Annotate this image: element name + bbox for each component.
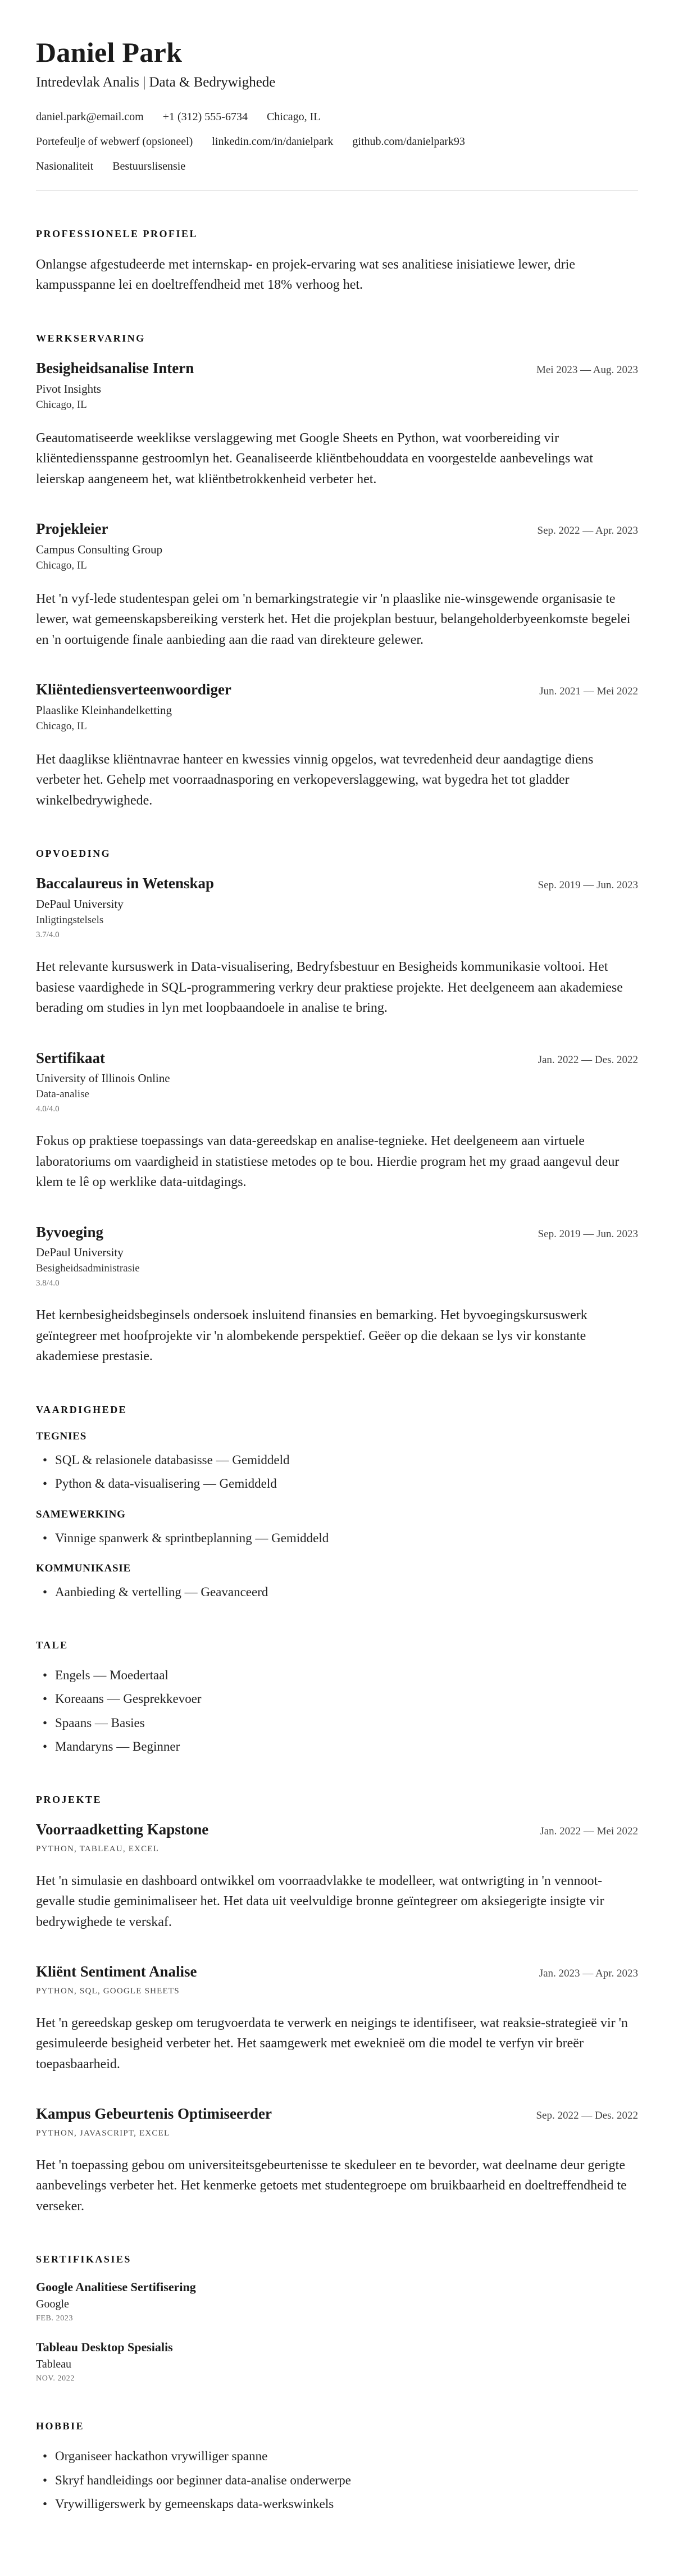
education-heading: OPVOEDING bbox=[36, 848, 111, 860]
education-description: Fokus op praktiese toepassings van data-gereedskap en analise-tegnieke. Het deelgeneem aan virtuele laboratoriums om vaardigheid in statistiese metodes op te bou. Hierdie program het my graad aangevul deur klem te lê op werklike data-uitdagings. bbox=[36, 1134, 620, 1190]
education-item-header bbox=[36, 1049, 638, 1068]
language-list bbox=[36, 1666, 638, 1757]
nationality-text: Nasionaliteit bbox=[36, 160, 94, 172]
project-item-header bbox=[36, 1962, 638, 1982]
education-degree: Baccalaureus in Wetenskap bbox=[36, 875, 215, 892]
location-text: Chicago, IL bbox=[266, 111, 321, 123]
education-field: Inligtingstelsels bbox=[36, 914, 104, 926]
experience-dates: Jun. 2021 — Mei 2022 bbox=[539, 685, 638, 698]
education-field: Data-analise bbox=[36, 1088, 89, 1101]
experience-item bbox=[36, 520, 638, 650]
skill-item: • SQL & relasionele databasisse — Gemiddeld bbox=[36, 1451, 638, 1470]
language-item: • Koreaans — Gesprekkevoer bbox=[36, 1689, 638, 1709]
experience-title: Projekleier bbox=[36, 520, 108, 538]
education-description: Het relevante kursuswerk in Data-visualisering, Bedryfsbestuur en Besigheids kommunikasie voltooi. Het basiese vaardighede in SQL-programmering verkry deur praktiese projekte. Het deelgeneem aan akademiese berading om studies in lyn met loopbaandoele in analise te bring. bbox=[36, 960, 623, 1016]
experience-heading: WERKSERVARING bbox=[36, 332, 145, 344]
section-certifications bbox=[36, 2254, 638, 2383]
projects-heading: PROJEKTE bbox=[36, 1793, 102, 1805]
project-dates: Jan. 2022 — Mei 2022 bbox=[540, 1825, 638, 1837]
education-item-header bbox=[36, 874, 638, 893]
languages-heading: TALE bbox=[36, 1639, 69, 1651]
skill-list bbox=[36, 1583, 638, 1602]
experience-item bbox=[36, 359, 638, 489]
education-item bbox=[36, 1223, 638, 1367]
education-item bbox=[36, 874, 638, 1018]
education-description: Het kernbesigheidsbeginsels ondersoek insluitend finansies en bemarking. Het byvoegingskursuswerk geïntegreer met hoofprojekte vir 'n alombekende perspektief. Geëer op die dekaan se lys vir konstante akademiese prestasie. bbox=[36, 1308, 588, 1364]
email-text: daniel.park@email.com bbox=[36, 111, 144, 123]
language-item: • Mandaryns — Beginner bbox=[36, 1737, 638, 1757]
experience-description: Geautomatiseerde weeklikse verslaggewing met Google Sheets en Python, wat voorbereiding vir kliëntediensspanne gestroomlyn het. Geanaliseerde kliëntbehouddata en voorgestelde aanbevelings wat leierskap aangeneem het, wat kliëntbetrokkenheid verbeter het. bbox=[36, 430, 593, 487]
education-degree: Sertifikaat bbox=[36, 1049, 105, 1066]
skill-list bbox=[36, 1451, 638, 1494]
certification-issuer: Tableau bbox=[36, 2358, 72, 2371]
experience-company: Campus Consulting Group bbox=[36, 542, 163, 556]
section-languages bbox=[36, 1639, 638, 1757]
project-title: Voorraadketting Kapstone bbox=[36, 1820, 209, 1838]
education-gpa: 3.7/4.0 bbox=[36, 930, 60, 940]
experience-dates: Sep. 2022 — Apr. 2023 bbox=[537, 525, 638, 537]
skill-group-technical bbox=[36, 1430, 638, 1494]
skill-item: • Python & data-visualisering — Gemiddeld bbox=[36, 1474, 638, 1494]
contact-row-1 bbox=[36, 110, 638, 124]
education-dates: Sep. 2019 — Jun. 2023 bbox=[538, 879, 638, 892]
skill-group-name: KOMMUNIKASIE bbox=[36, 1562, 131, 1575]
education-school: University of Illinois Online bbox=[36, 1071, 170, 1085]
hobby-item: • Organiseer hackathon vrywilliger spanne bbox=[36, 2447, 638, 2466]
certification-date: FEB. 2023 bbox=[36, 2314, 74, 2323]
project-title: Kliënt Sentiment Analise bbox=[36, 1963, 197, 1980]
project-stack: PYTHON, SQL, GOOGLE SHEETS bbox=[36, 1986, 180, 1996]
certification-issuer: Google bbox=[36, 2298, 69, 2311]
experience-title: Besigheidsanalise Intern bbox=[36, 359, 194, 376]
certifications-heading: SERTIFIKASIES bbox=[36, 2254, 131, 2265]
project-item bbox=[36, 1962, 638, 2074]
section-projects bbox=[36, 1794, 638, 2216]
person-job-title: Intredevlak Analis | Data & Bedrywighede bbox=[36, 75, 276, 90]
section-profile bbox=[36, 228, 638, 296]
experience-description: Het 'n vyf-lede studentespan gelei om 'n bemarkingstrategie vir 'n plaaslike nie-winsgewende organisasie te lewer, wat gemeenskapsbereiking versterk het. Het die projekplan bestuur, belangeholderbyeenkomste begelei en 'n oortuigende finale aanbieding aan die raad van direkteure gelewer. bbox=[36, 591, 631, 647]
experience-dates: Mei 2023 — Aug. 2023 bbox=[536, 364, 638, 376]
language-item: • Engels — Moedertaal bbox=[36, 1666, 638, 1685]
portfolio-text: Portefeulje of webwerf (opsioneel) bbox=[36, 135, 193, 148]
education-gpa: 4.0/4.0 bbox=[36, 1105, 60, 1114]
project-title: Kampus Gebeurtenis Optimiseerder bbox=[36, 2105, 272, 2123]
section-education bbox=[36, 848, 638, 1366]
project-item-header bbox=[36, 2105, 638, 2124]
section-experience bbox=[36, 333, 638, 811]
linkedin-text: linkedin.com/in/danielpark bbox=[212, 135, 334, 148]
project-stack: PYTHON, JAVASCRIPT, EXCEL bbox=[36, 2128, 170, 2138]
project-dates: Sep. 2022 — Des. 2022 bbox=[536, 2110, 638, 2122]
project-description: Het 'n gereedskap geskep om terugvoerdata te verwerk en neigings te identifiseer, wat reaksie-strategieë vir 'n gesimuleerde besigheid verbeter het. Het saamgewerk met eweknieë om die model te verfyn vir breër toepasbaarheid. bbox=[36, 2015, 628, 2071]
hobby-list bbox=[36, 2447, 638, 2514]
experience-company: Plaaslike Kleinhandelketting bbox=[36, 703, 172, 717]
education-dates: Jan. 2022 — Des. 2022 bbox=[538, 1053, 638, 1066]
hobby-item: • Vrywilligerswerk by gemeenskaps data-werkswinkels bbox=[36, 2495, 638, 2514]
contact-row-3 bbox=[36, 159, 638, 174]
project-description: Het 'n simulasie en dashboard ontwikkel om voorraadvlakke te modelleer, wat ontwrigting in 'n vennoot-gevalle studie geminimaliseer het. Het data uit veelvuldige bronne geïntegreer om aksiegerigte insigte vir bedrywighede te verskaf. bbox=[36, 1873, 604, 1929]
skill-group-communication bbox=[36, 1562, 638, 1602]
experience-description: Het daaglikse kliëntnavrae hanteer en kwessies vinnig opgelos, wat tevredenheid deur aandagtige diens verbeter het. Gehelp met voorraadnasporing en verkopeverslaggewing, wat bygedra het tot gladder winkelbedrywighede. bbox=[36, 752, 594, 808]
header-divider bbox=[36, 190, 638, 191]
project-item-header bbox=[36, 1820, 638, 1839]
certification-date: NOV. 2022 bbox=[36, 2374, 75, 2383]
education-field: Besigheidsadministrasie bbox=[36, 1262, 140, 1275]
phone-text: +1 (312) 555-6734 bbox=[162, 111, 248, 123]
skill-group-collaboration bbox=[36, 1509, 638, 1548]
experience-item-header bbox=[36, 520, 638, 539]
project-dates: Jan. 2023 — Apr. 2023 bbox=[539, 1968, 638, 1980]
project-item bbox=[36, 1820, 638, 1932]
contact-info bbox=[36, 110, 638, 174]
skill-item: • Vinnige spanwerk & sprintbeplanning — Gemiddeld bbox=[36, 1529, 638, 1548]
section-hobbies bbox=[36, 2420, 638, 2514]
hobbies-heading: HOBBIE bbox=[36, 2420, 85, 2432]
certification-item bbox=[36, 2280, 638, 2323]
contact-row-2 bbox=[36, 134, 638, 149]
education-school: DePaul University bbox=[36, 1246, 124, 1260]
education-dates: Sep. 2019 — Jun. 2023 bbox=[538, 1228, 638, 1240]
github-text: github.com/danielpark93 bbox=[352, 135, 465, 148]
experience-title: Kliëntediensverteenwoordiger bbox=[36, 681, 231, 698]
profile-text: Onlangse afgestudeerde met internskap- en projek-ervaring wat ses analitiese inisiatiewe lewer, drie kampusspanne lei en doeltreffendheid met 18% verhoog het. bbox=[36, 257, 575, 293]
project-stack: PYTHON, TABLEAU, EXCEL bbox=[36, 1844, 160, 1853]
resume-header bbox=[36, 37, 638, 191]
experience-item-header bbox=[36, 359, 638, 378]
experience-item bbox=[36, 680, 638, 811]
experience-item-header bbox=[36, 680, 638, 699]
experience-location: Chicago, IL bbox=[36, 398, 87, 411]
skills-heading: VAARDIGHEDE bbox=[36, 1403, 127, 1415]
project-item bbox=[36, 2105, 638, 2216]
person-name: Daniel Park bbox=[36, 37, 183, 68]
education-item-header bbox=[36, 1223, 638, 1242]
education-gpa: 3.8/4.0 bbox=[36, 1279, 60, 1288]
certification-name: Google Analitiese Sertifisering bbox=[36, 2280, 196, 2295]
education-school: DePaul University bbox=[36, 897, 124, 911]
language-item: • Spaans — Basies bbox=[36, 1714, 638, 1733]
hobby-item: • Skryf handleidings oor beginner data-analise onderwerpe bbox=[36, 2471, 638, 2491]
skill-group-name: TEGNIES bbox=[36, 1430, 87, 1442]
skill-item: • Aanbieding & vertelling — Geavanceerd bbox=[36, 1583, 638, 1602]
experience-location: Chicago, IL bbox=[36, 559, 87, 571]
profile-heading: PROFESSIONELE PROFIEL bbox=[36, 228, 198, 239]
certification-name: Tableau Desktop Spesialis bbox=[36, 2340, 173, 2355]
skill-group-name: SAMEWERKING bbox=[36, 1508, 126, 1520]
experience-location: Chicago, IL bbox=[36, 720, 87, 732]
section-skills bbox=[36, 1404, 638, 1602]
certification-item bbox=[36, 2340, 638, 2383]
experience-company: Pivot Insights bbox=[36, 381, 102, 396]
education-item bbox=[36, 1049, 638, 1193]
project-description: Het 'n toepassing gebou om universiteitsgebeurtenisse te skeduleer en te bevorder, wat deelname deur gerigte aanbevelings verbeter het. Het kenmerke getoets met studentegroepe om bruikbaarheid en doeltreffendheid te verseker. bbox=[36, 2157, 627, 2214]
drivers-license-text: Bestuurslisensie bbox=[112, 160, 186, 172]
skill-list bbox=[36, 1529, 638, 1548]
education-degree: Byvoeging bbox=[36, 1223, 104, 1241]
